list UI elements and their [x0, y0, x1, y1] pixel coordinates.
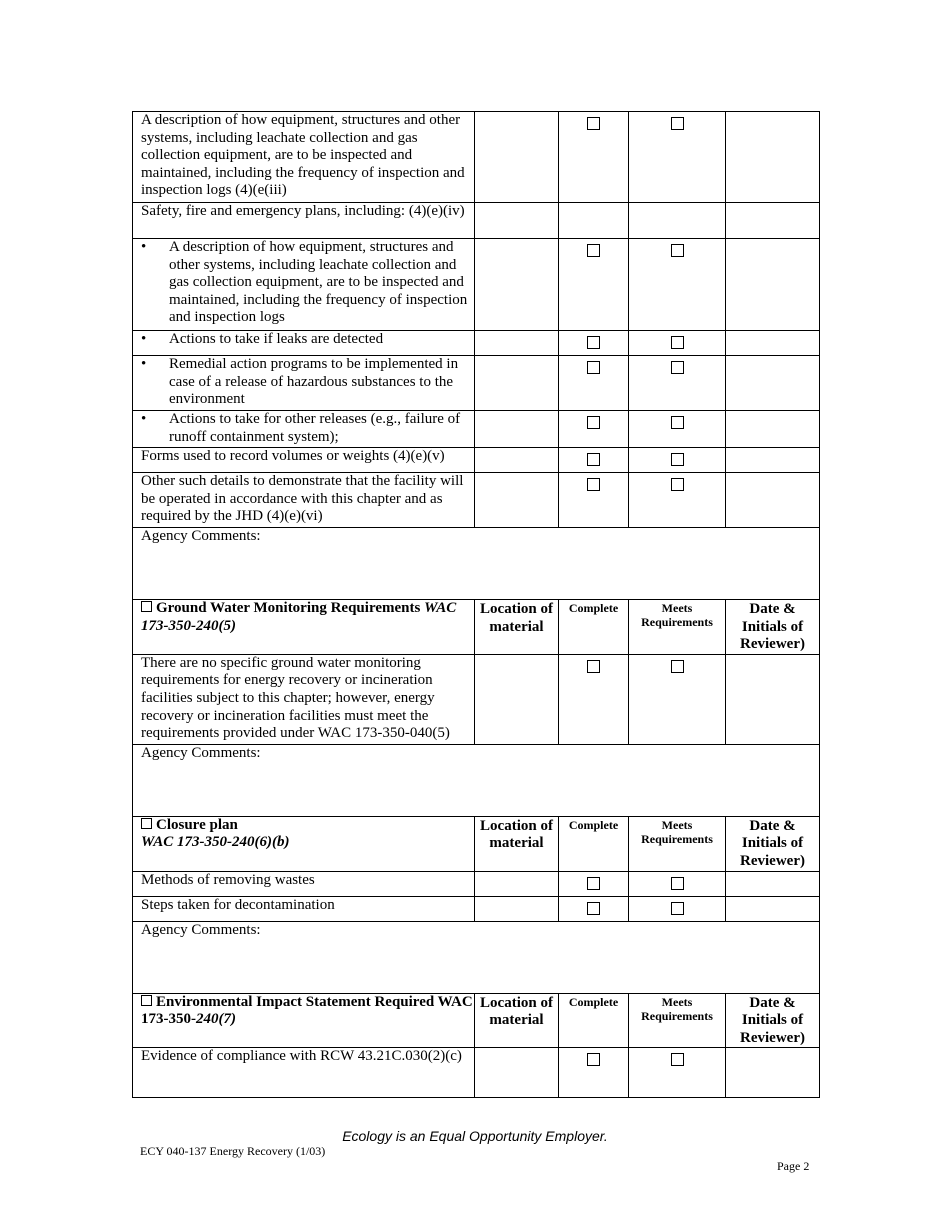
col-header-date: Date & Initials of Reviewer): [726, 600, 820, 655]
meets-requirements-checkbox[interactable]: [671, 361, 684, 374]
row-description: Actions to take for other releases (e.g., failure of runoff containment system);: [169, 411, 461, 445]
row-description: Safety, fire and emergency plans, including: (4)(e)(iv): [133, 203, 475, 239]
location-cell[interactable]: [475, 1048, 559, 1098]
location-cell[interactable]: [475, 654, 559, 744]
col-header-date: Date & Initials of Reviewer): [726, 993, 820, 1048]
col-header-meets: Meets Requirements: [629, 993, 726, 1048]
meets-requirements-checkbox[interactable]: [671, 244, 684, 257]
location-cell[interactable]: [475, 896, 559, 921]
date-initials-cell[interactable]: [726, 411, 820, 448]
location-cell[interactable]: [475, 356, 559, 411]
complete-checkbox[interactable]: [587, 478, 600, 491]
col-header-meets: Meets Requirements: [629, 816, 726, 871]
equal-opportunity-statement: Ecology is an Equal Opportunity Employer.: [342, 1128, 608, 1144]
agency-comments-field[interactable]: Agency Comments:: [133, 744, 820, 816]
location-cell[interactable]: [475, 411, 559, 448]
date-initials-cell[interactable]: [726, 473, 820, 528]
agency-comments-row: [133, 744, 820, 816]
date-initials-cell[interactable]: [726, 356, 820, 411]
row-description: Remedial action programs to be implemented in case of a release of hazardous substances to the environment: [169, 356, 459, 408]
meets-requirements-checkbox[interactable]: [671, 117, 684, 130]
checklist-table: [132, 111, 820, 1098]
date-initials-cell[interactable]: [726, 331, 820, 356]
date-initials-cell[interactable]: [726, 896, 820, 921]
table-row: [133, 239, 820, 331]
table-row: [133, 448, 820, 473]
page-number: Page 2: [777, 1159, 810, 1173]
agency-comments-field[interactable]: Agency Comments:: [133, 528, 820, 600]
bullet-glyph: •: [141, 239, 147, 255]
section-title: Ground Water Monitoring Requirements WAC 173-350-240(5): [133, 600, 475, 655]
section-header-row: [133, 600, 820, 655]
table-row: [133, 654, 820, 744]
location-cell[interactable]: [475, 448, 559, 473]
date-initials-cell[interactable]: [726, 239, 820, 331]
complete-checkbox[interactable]: [587, 660, 600, 673]
meets-requirements-checkbox[interactable]: [671, 416, 684, 429]
meets-requirements-checkbox[interactable]: [671, 902, 684, 915]
row-description: A description of how equipment, structures and other systems, including leachate collection and gas collection equipment, are to be inspected and maintained, including the frequency of inspection and inspection logs (4)(e(iii): [133, 112, 475, 203]
table-row: [133, 896, 820, 921]
section-title: Environmental Impact Statement Required WAC 173-350-240(7): [133, 993, 475, 1048]
table-row: [133, 112, 820, 203]
complete-checkbox[interactable]: [587, 416, 600, 429]
complete-checkbox[interactable]: [587, 877, 600, 890]
col-header-complete: Complete: [559, 993, 629, 1048]
section-header-row: [133, 816, 820, 871]
col-header-location: Location of material: [475, 816, 559, 871]
meets-requirements-checkbox[interactable]: [671, 478, 684, 491]
row-description: Methods of removing wastes: [133, 871, 475, 896]
table-row: [133, 1048, 820, 1098]
complete-checkbox[interactable]: [587, 361, 600, 374]
location-cell[interactable]: [475, 112, 559, 203]
complete-checkbox[interactable]: [587, 453, 600, 466]
agency-comments-field[interactable]: Agency Comments:: [133, 921, 820, 993]
row-description: A description of how equipment, structures and other systems, including leachate collection and gas collection equipment, are to be inspected and maintained, including the frequency of inspection and inspection logs: [169, 239, 468, 326]
meets-requirements-checkbox[interactable]: [671, 453, 684, 466]
section-checkbox[interactable]: [141, 601, 152, 612]
col-header-complete: Complete: [559, 816, 629, 871]
col-header-complete: Complete: [559, 600, 629, 655]
section-checkbox[interactable]: [141, 995, 152, 1006]
bullet-glyph: •: [141, 356, 147, 372]
col-header-date: Date & Initials of Reviewer): [726, 816, 820, 871]
meets-requirements-checkbox[interactable]: [671, 877, 684, 890]
meets-requirements-checkbox[interactable]: [671, 660, 684, 673]
row-description: Other such details to demonstrate that the facility will be operated in accordance with this chapter and as required by the JHD (4)(e)(vi): [133, 473, 475, 528]
complete-checkbox[interactable]: [587, 117, 600, 130]
location-cell[interactable]: [475, 239, 559, 331]
section-checkbox[interactable]: [141, 818, 152, 829]
agency-comments-row: [133, 921, 820, 993]
meets-requirements-checkbox[interactable]: [671, 1053, 684, 1066]
row-description: Steps taken for decontamination: [133, 896, 475, 921]
col-header-location: Location of material: [475, 993, 559, 1048]
row-description: Evidence of compliance with RCW 43.21C.030(2)(c): [133, 1048, 475, 1098]
bullet-glyph: •: [141, 331, 147, 347]
row-description: There are no specific ground water monitoring requirements for energy recovery or incineration facilities subject to this chapter; however, energy recovery or incineration facilities must meet the requirements provided under WAC 173-350-040(5): [133, 654, 475, 744]
date-initials-cell[interactable]: [726, 112, 820, 203]
complete-checkbox[interactable]: [587, 1053, 600, 1066]
location-cell[interactable]: [475, 331, 559, 356]
table-row: [133, 473, 820, 528]
date-initials-cell[interactable]: [726, 1048, 820, 1098]
form-id: ECY 040-137 Energy Recovery (1/03): [140, 1144, 326, 1158]
complete-checkbox[interactable]: [587, 902, 600, 915]
meets-requirements-checkbox[interactable]: [671, 336, 684, 349]
complete-checkbox[interactable]: [587, 336, 600, 349]
col-header-meets: Meets Requirements: [629, 600, 726, 655]
date-initials-cell[interactable]: [726, 871, 820, 896]
table-row: [133, 411, 820, 448]
bullet-glyph: •: [141, 411, 147, 427]
table-row: [133, 356, 820, 411]
row-description: Actions to take if leaks are detected: [169, 331, 384, 347]
table-row: [133, 203, 820, 239]
location-cell[interactable]: [475, 871, 559, 896]
row-description: Forms used to record volumes or weights (4)(e)(v): [133, 448, 475, 473]
agency-comments-row: [133, 528, 820, 600]
col-header-location: Location of material: [475, 600, 559, 655]
section-title: Closure plan WAC 173-350-240(6)(b): [133, 816, 475, 871]
date-initials-cell[interactable]: [726, 448, 820, 473]
table-row: [133, 871, 820, 896]
date-initials-cell[interactable]: [726, 654, 820, 744]
location-cell[interactable]: [475, 473, 559, 528]
section-header-row: [133, 993, 820, 1048]
complete-checkbox[interactable]: [587, 244, 600, 257]
table-row: [133, 331, 820, 356]
